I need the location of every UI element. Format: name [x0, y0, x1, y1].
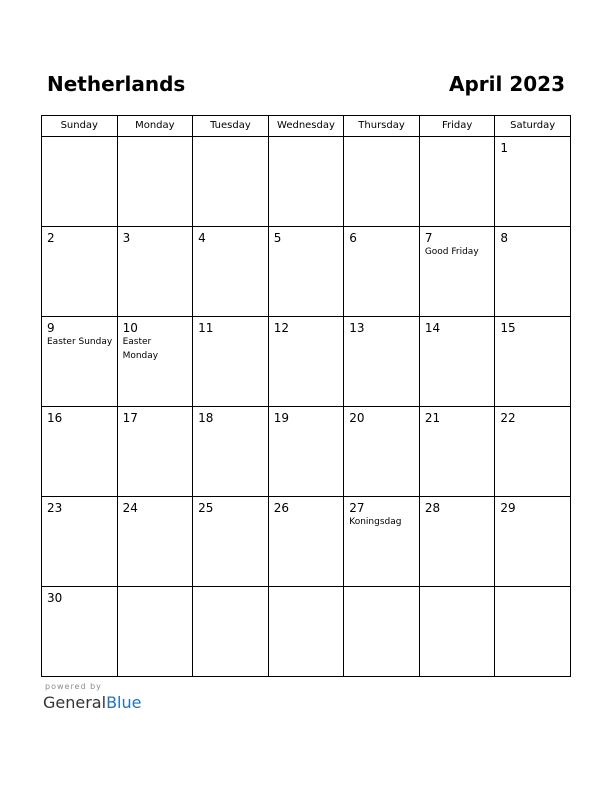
day-cell-content [42, 497, 117, 586]
day-cell[interactable] [344, 317, 420, 407]
day-cell-content [495, 587, 570, 676]
day-cell-content [118, 317, 193, 406]
day-number: 25 [198, 501, 214, 515]
day-cell[interactable] [42, 317, 118, 407]
weekday-saturday: Saturday [495, 116, 571, 137]
day-number: 9 [47, 321, 55, 335]
day-number: 29 [500, 501, 516, 515]
day-cell[interactable] [344, 227, 420, 317]
day-cell-content [42, 227, 117, 316]
day-cell[interactable] [117, 227, 193, 317]
day-number: 15 [500, 321, 516, 335]
day-cell[interactable] [495, 407, 571, 497]
day-number: 3 [122, 231, 131, 245]
day-cell-content [495, 407, 570, 496]
day-number: 1 [500, 141, 509, 155]
day-cell[interactable] [42, 407, 118, 497]
day-cell-content [495, 137, 570, 226]
day-number: 18 [198, 411, 214, 425]
day-cell[interactable] [117, 407, 193, 497]
day-cell[interactable] [344, 497, 420, 587]
weekday-header-row [42, 116, 571, 137]
day-number: 28 [424, 501, 441, 515]
day-cell-content [344, 137, 419, 226]
holiday-label: Easter Monday [122, 337, 159, 361]
day-cell[interactable] [193, 137, 269, 227]
day-number: 7 [424, 231, 433, 245]
generalblue-branding [43, 682, 183, 714]
weekday-thursday: Thursday [344, 116, 420, 137]
month-year-title: April 2023 [449, 72, 565, 96]
holiday-label: Easter Sunday [47, 337, 113, 347]
day-cell[interactable] [495, 227, 571, 317]
weekday-monday: Monday [117, 116, 193, 137]
day-cell-content [344, 587, 419, 676]
week-row [42, 497, 571, 587]
day-cell[interactable] [419, 587, 495, 677]
day-cell[interactable] [42, 227, 118, 317]
day-cell-content [118, 497, 193, 586]
day-cell[interactable] [495, 587, 571, 677]
day-cell-content [495, 227, 570, 316]
day-number: 30 [47, 591, 63, 605]
day-cell-content [193, 497, 268, 586]
day-cell[interactable] [344, 137, 420, 227]
day-cell-content [42, 587, 117, 676]
day-cell-content [193, 407, 268, 496]
day-cell-content [193, 317, 268, 406]
day-cell[interactable] [495, 497, 571, 587]
day-number: 13 [349, 321, 365, 335]
day-cell[interactable] [117, 497, 193, 587]
day-cell[interactable] [419, 137, 495, 227]
day-number: 19 [273, 411, 289, 425]
day-number: 20 [349, 411, 365, 425]
day-cell-content [193, 227, 268, 316]
day-cell-content [269, 497, 344, 586]
holiday-label: Good Friday [424, 247, 479, 257]
day-cell[interactable] [419, 407, 495, 497]
day-cell-content [495, 497, 570, 586]
day-cell-content [269, 227, 344, 316]
weekday-friday: Friday [419, 116, 495, 137]
day-cell[interactable] [495, 137, 571, 227]
week-row [42, 587, 571, 677]
week-row [42, 317, 571, 407]
day-cell-content [344, 227, 419, 316]
day-number: 2 [47, 231, 55, 245]
day-cell-content [193, 587, 268, 676]
day-cell-content [420, 497, 495, 586]
day-number: 6 [349, 231, 357, 245]
day-cell[interactable] [268, 587, 344, 677]
holiday-label: Koningsdag [349, 517, 402, 527]
day-cell[interactable] [344, 587, 420, 677]
day-cell-content [118, 587, 193, 676]
day-number: 8 [500, 231, 509, 245]
weekday-wednesday: Wednesday [268, 116, 344, 137]
day-cell-content [269, 317, 344, 406]
day-cell-content [42, 407, 117, 496]
weekday-sunday: Sunday [42, 116, 118, 137]
day-cell-content [269, 587, 344, 676]
day-number: 22 [500, 411, 516, 425]
day-cell[interactable] [419, 497, 495, 587]
day-number: 10 [122, 321, 138, 335]
powered-by-text: powered by [45, 682, 102, 691]
day-cell[interactable] [193, 227, 269, 317]
day-number: 11 [198, 321, 214, 335]
calendar-grid [41, 115, 571, 677]
day-cell[interactable] [193, 587, 269, 677]
day-number: 12 [273, 321, 289, 335]
day-cell-content [118, 137, 193, 226]
day-number: 21 [424, 411, 441, 425]
day-number: 24 [122, 501, 138, 515]
day-cell[interactable] [419, 227, 495, 317]
day-cell-content [118, 227, 193, 316]
day-cell-content [118, 407, 193, 496]
day-cell-content [420, 137, 495, 226]
day-cell-content [344, 407, 419, 496]
day-number: 23 [47, 501, 63, 515]
day-cell-content [344, 497, 419, 586]
week-row [42, 137, 571, 227]
day-number: 16 [47, 411, 63, 425]
day-cell[interactable] [117, 317, 193, 407]
day-cell[interactable] [193, 407, 269, 497]
weekday-tuesday: Tuesday [193, 116, 269, 137]
day-cell-content [420, 587, 495, 676]
day-cell-content [269, 137, 344, 226]
day-number: 4 [198, 231, 206, 245]
generalblue-logo[interactable] [43, 692, 183, 714]
country-title: Netherlands [47, 72, 186, 96]
day-number: 26 [273, 501, 289, 515]
logo-blue-text: Blue [106, 693, 142, 712]
day-cell[interactable] [344, 407, 420, 497]
day-cell[interactable] [419, 317, 495, 407]
day-cell[interactable] [495, 317, 571, 407]
day-cell[interactable] [268, 317, 344, 407]
day-cell-content [193, 137, 268, 226]
day-cell-content [420, 227, 495, 316]
day-number: 5 [273, 231, 282, 245]
day-cell[interactable] [268, 137, 344, 227]
day-cell-content [344, 317, 419, 406]
day-number: 14 [424, 321, 441, 335]
day-number: 27 [349, 501, 365, 515]
day-cell[interactable] [268, 497, 344, 587]
day-cell[interactable] [117, 137, 193, 227]
day-cell[interactable] [42, 497, 118, 587]
day-cell[interactable] [268, 407, 344, 497]
day-cell-content [269, 407, 344, 496]
week-row [42, 407, 571, 497]
day-cell[interactable] [268, 227, 344, 317]
day-cell-content [420, 317, 495, 406]
week-row [42, 227, 571, 317]
day-cell[interactable] [117, 587, 193, 677]
day-cell-content [42, 317, 117, 406]
day-cell-content [420, 407, 495, 496]
day-cell[interactable] [42, 137, 118, 227]
day-number: 17 [122, 411, 138, 425]
logo-general-text: General [43, 693, 107, 712]
day-cell-content [495, 317, 570, 406]
day-cell[interactable] [193, 497, 269, 587]
calendar-header [41, 70, 571, 100]
day-cell[interactable] [193, 317, 269, 407]
day-cell-content [42, 137, 117, 226]
day-cell[interactable] [42, 587, 118, 677]
